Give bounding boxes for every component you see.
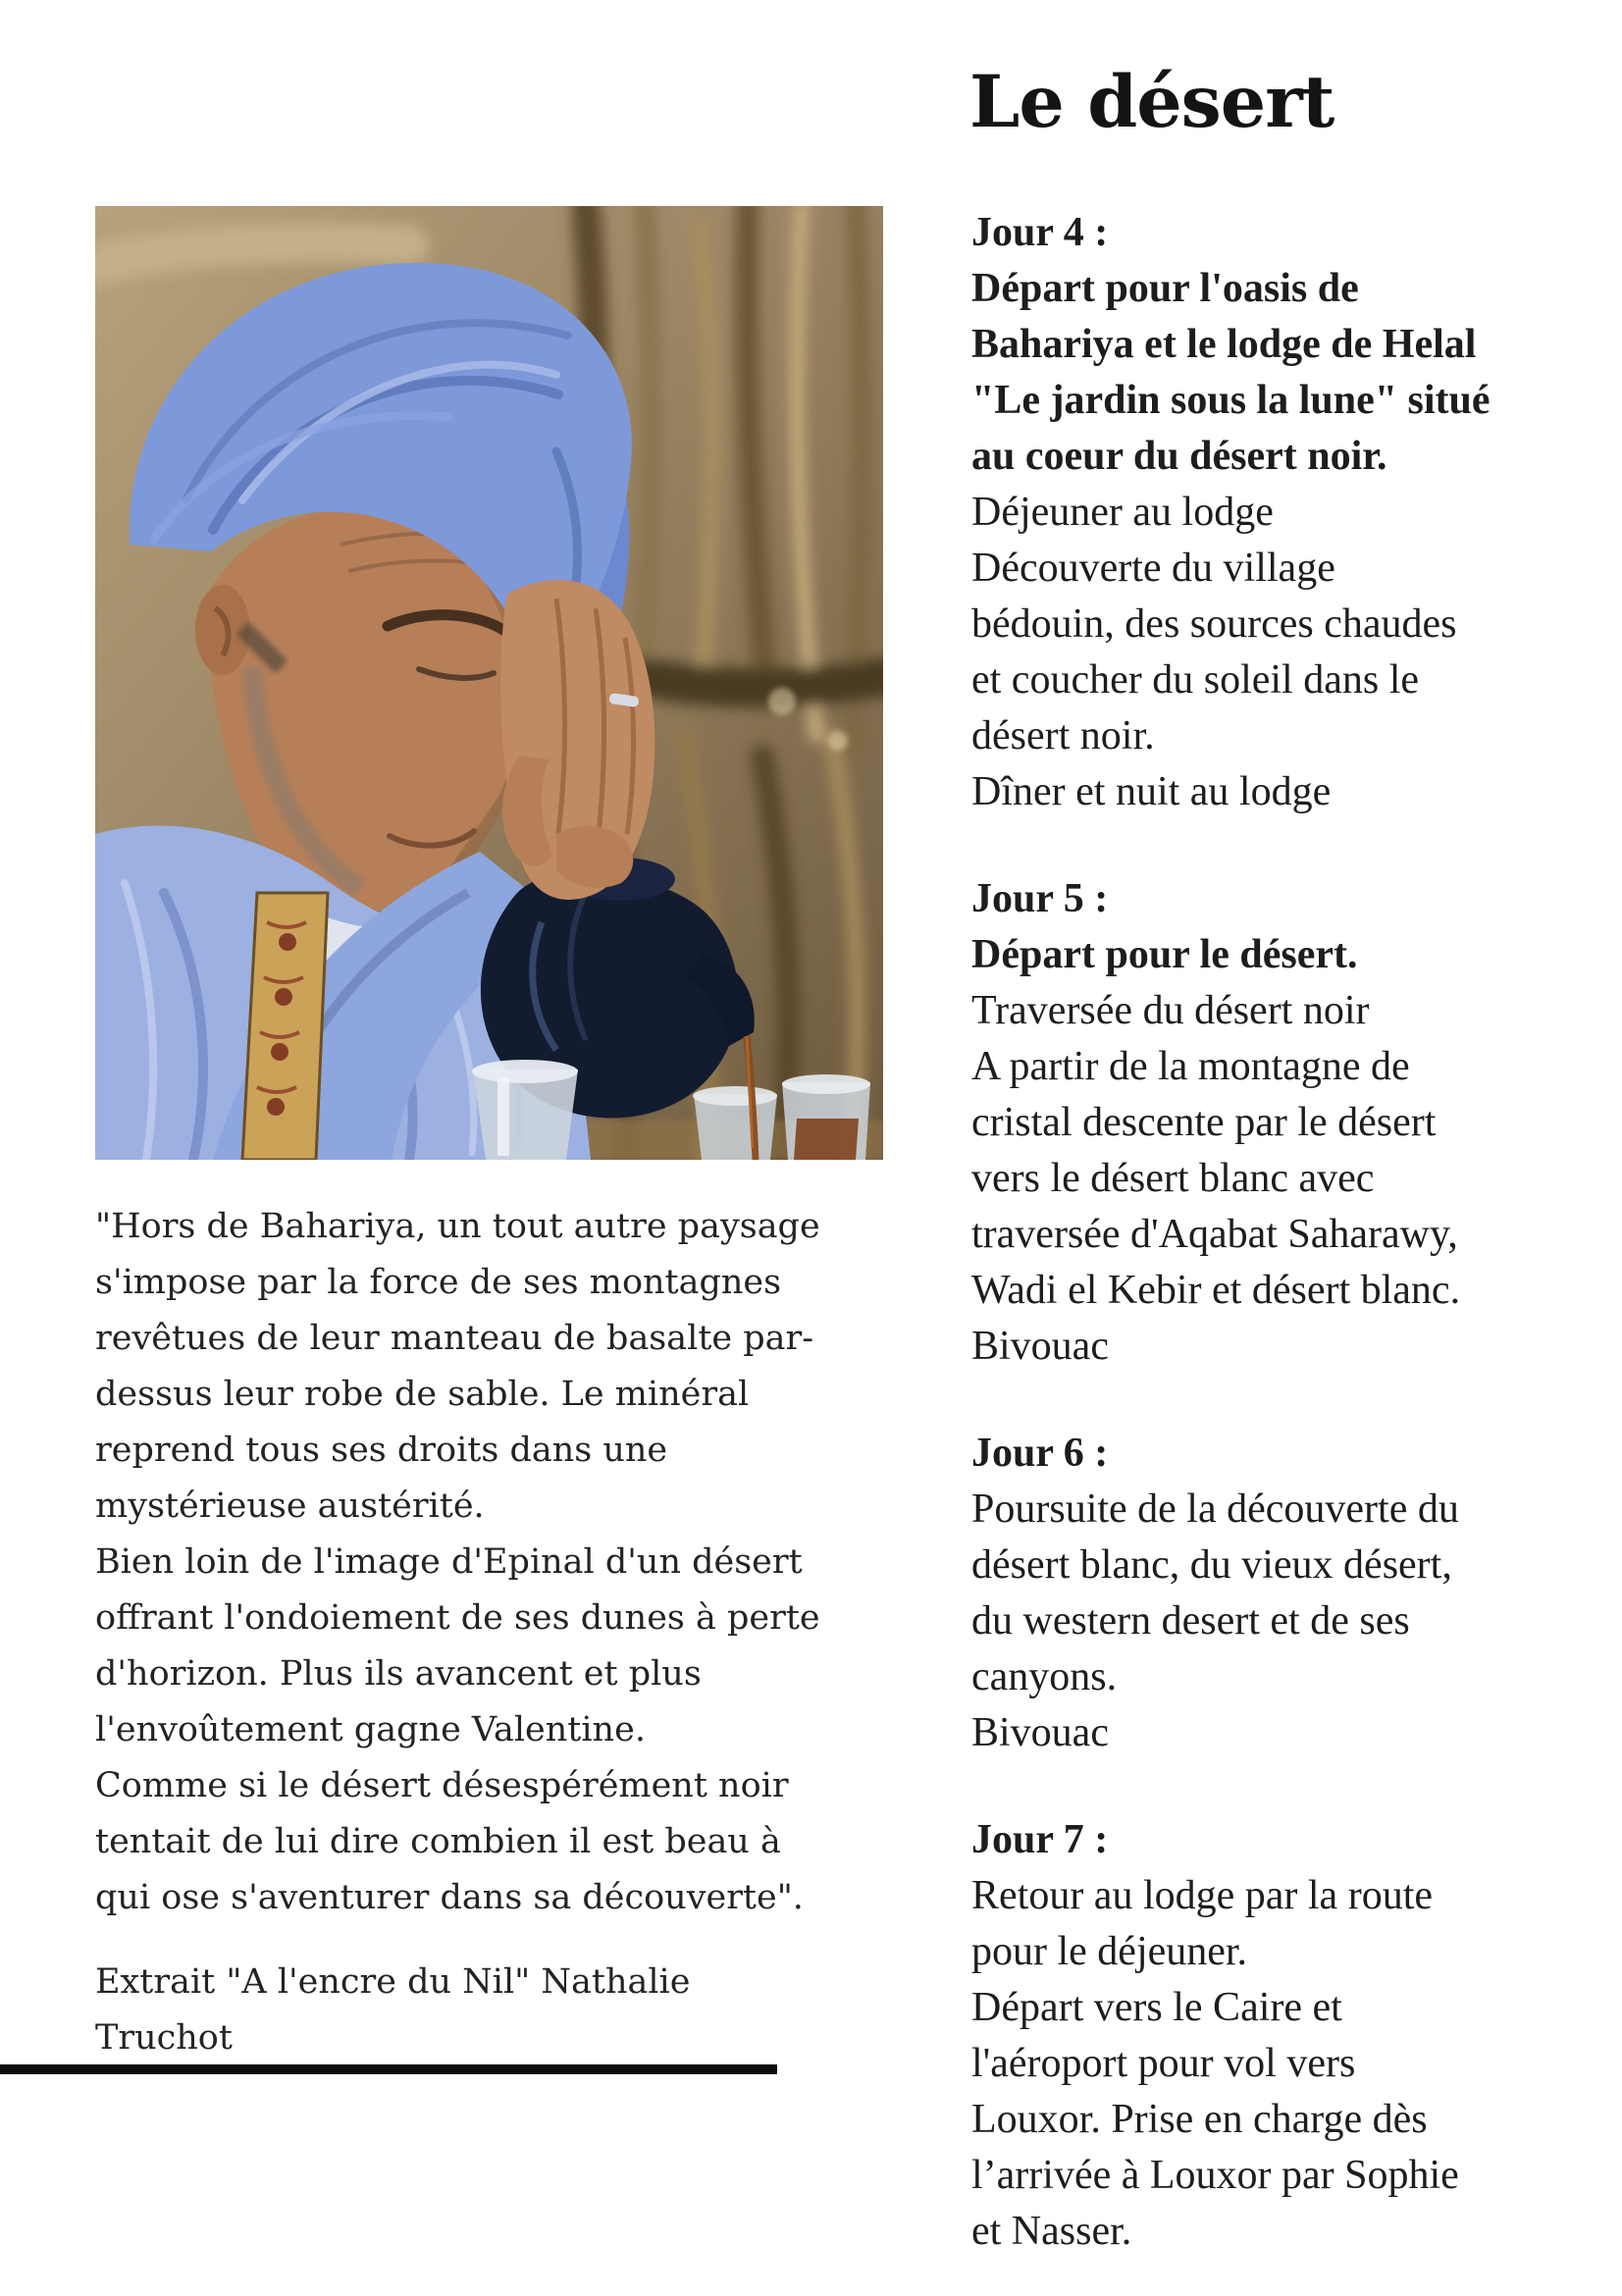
day-section	[971, 1812, 1622, 2260]
day-line: traversée d'Aqabat Saharawy,	[971, 1212, 1458, 1257]
attribution-line: Truchot	[95, 2018, 233, 2058]
quote-line: l'envoûtement gagne Valentine.	[95, 1710, 646, 1749]
photo-bedouin-tea	[95, 206, 883, 1160]
day-heading: Jour 7 :	[971, 1817, 1109, 1862]
quote-line: d'horizon. Plus ils avancent et plus	[95, 1654, 702, 1694]
day-line: Bivouac	[971, 1324, 1109, 1369]
day-line: Poursuite de la découverte du	[971, 1487, 1459, 1532]
day-line: Dîner et nuit au lodge	[971, 769, 1332, 814]
day-line: vers le désert blanc avec	[971, 1156, 1375, 1201]
day-line: Départ vers le Caire et	[971, 1985, 1342, 2030]
quote-line: tentait de lui dire combien il est beau à	[95, 1822, 781, 1861]
quote-line: dessus leur robe de sable. Le minéral	[95, 1375, 750, 1414]
quote-line: s'impose par la force de ses montagnes	[95, 1263, 782, 1302]
day-line: Traversée du désert noir	[971, 988, 1370, 1033]
day-line: cristal descente par le désert	[971, 1100, 1437, 1145]
day-line: désert blanc, du vieux désert,	[971, 1542, 1452, 1588]
quote-line: Comme si le désert désespérément noir	[95, 1766, 789, 1805]
quote-line: revêtues de leur manteau de basalte par-	[95, 1319, 814, 1358]
day-line: Déjeuner au lodge	[971, 490, 1274, 535]
attribution-line: Extrait "A l'encre du Nil" Nathalie	[95, 1962, 691, 2002]
day-line: et coucher du soleil dans le	[971, 657, 1420, 703]
itinerary	[971, 205, 1622, 2296]
day-bold-line: Départ pour l'oasis de	[971, 266, 1359, 311]
day-section	[971, 871, 1622, 1375]
day-bold-line: Départ pour le désert.	[971, 932, 1358, 977]
day-heading: Jour 4 :	[971, 210, 1109, 255]
quote-line: mystérieuse austérité.	[95, 1487, 485, 1526]
quote-text	[95, 1199, 821, 1926]
quote-line: qui ose s'aventurer dans sa découverte".	[95, 1878, 804, 1917]
quote-line: Bien loin de l'image d'Epinal d'un désert	[95, 1542, 803, 1582]
day-line: Bivouac	[971, 1710, 1109, 1755]
day-bold-line: au coeur du désert noir.	[971, 434, 1387, 479]
day-bold-line: Bahariya et le lodge de Helal	[971, 322, 1477, 367]
divider-rule	[0, 2064, 777, 2074]
quote-line: offrant l'ondoiement de ses dunes à perte	[95, 1598, 820, 1638]
day-line: canyons.	[971, 1654, 1118, 1699]
day-line: Wadi el Kebir et désert blanc.	[971, 1268, 1461, 1313]
day-line: Retour au lodge par la route	[971, 1873, 1433, 1918]
day-line: l’arrivée à Louxor par Sophie	[971, 2153, 1459, 2198]
day-line: A partir de la montagne de	[971, 1044, 1410, 1089]
day-line: bédouin, des sources chaudes	[971, 601, 1457, 647]
day-heading: Jour 6 :	[971, 1431, 1109, 1476]
day-line: Découverte du village	[971, 546, 1335, 591]
quote-line: "Hors de Bahariya, un tout autre paysage	[95, 1207, 820, 1246]
day-line: et Nasser.	[971, 2209, 1132, 2254]
day-line: du western desert et de ses	[971, 1598, 1410, 1644]
day-line: l'aéroport pour vol vers	[971, 2041, 1356, 2086]
day-line: pour le déjeuner.	[971, 1929, 1248, 1974]
day-heading: Jour 5 :	[971, 876, 1109, 921]
day-line: désert noir.	[971, 713, 1155, 758]
quote-line: reprend tous ses droits dans une	[95, 1431, 668, 1470]
day-bold-line: "Le jardin sous la lune" situé	[971, 378, 1491, 423]
page-title: Le désert	[969, 60, 1334, 144]
day-section	[971, 1426, 1622, 1761]
day-line: Louxor. Prise en charge dès	[971, 2097, 1428, 2142]
attribution-text	[95, 1955, 821, 2066]
day-section	[971, 205, 1622, 820]
